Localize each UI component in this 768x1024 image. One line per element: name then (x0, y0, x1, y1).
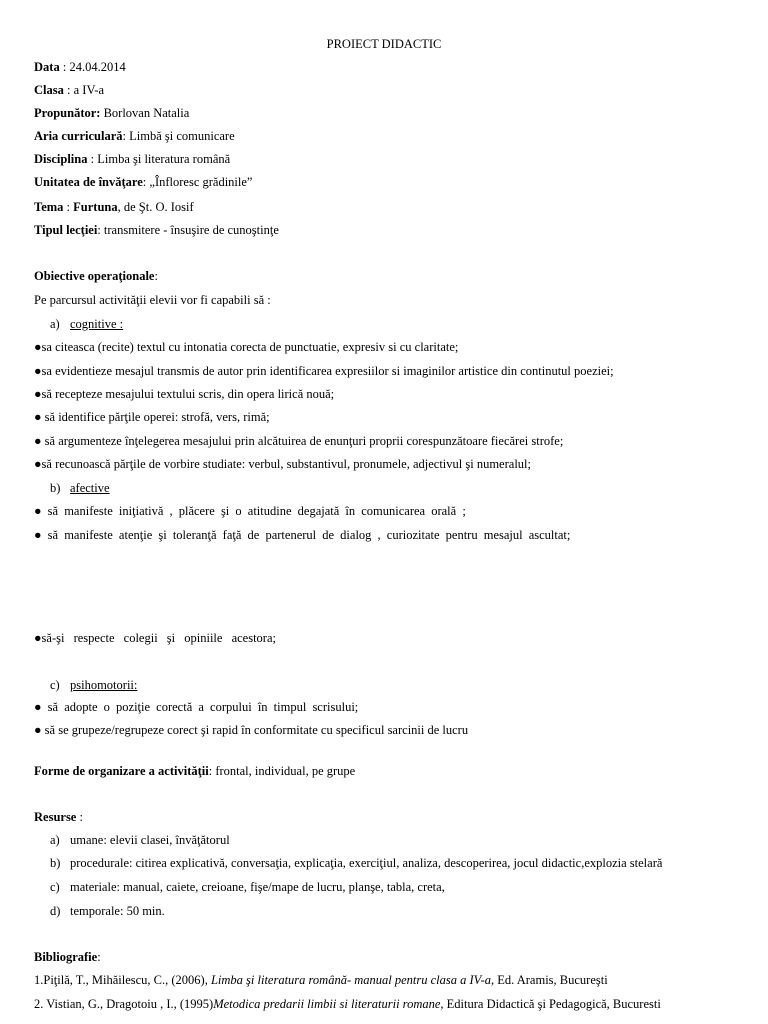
book-title: Metodica predarii limbii si literaturii romane (213, 997, 441, 1011)
subsection-label: psihomotorii: (70, 678, 138, 692)
field-value: Limbă şi comunicare (129, 129, 235, 143)
field-value: Limba şi literatura română (97, 152, 231, 166)
subsection-psihomotorii (50, 677, 137, 693)
field-label: Data (34, 60, 60, 74)
list-item: ● să manifeste iniţiativă , plăcere şi o atitudine degajată în comunicarea orală ; (34, 504, 466, 518)
field-value: a IV-a (73, 83, 105, 97)
forme-organizare (34, 763, 355, 779)
list-marker: a) (50, 833, 60, 847)
field-value: Borlovan Natalia (103, 106, 190, 120)
list-marker: b) (50, 481, 61, 495)
subsection-afective (50, 480, 110, 496)
field-clasa: Clasa : a IV-a (34, 83, 105, 97)
field-value-bold: Furtuna (73, 200, 118, 214)
field-propunator (34, 105, 189, 121)
field-label: Aria curriculară (34, 129, 123, 143)
list-item: d) temporale: 50 min. (50, 904, 165, 918)
list-marker: c) (50, 678, 60, 692)
field-value: : frontal, individual, pe grupe (208, 764, 356, 778)
field-value: 24.04.2014 (69, 60, 126, 74)
field-tipul-lectiei: Tipul lecţiei: transmitere - însuşire de cunoştinţe (34, 223, 279, 237)
subsection-label: cognitive : (70, 317, 124, 331)
list-item: ●sa citeasca (recite) textul cu intonatia corecta de punctuatie, expresiv si cu claritate; (34, 340, 459, 354)
subsection-cognitive (50, 316, 123, 332)
list-item: a) umane: elevii clasei, învăţătorul (50, 833, 230, 847)
field-label: Unitatea de învăţare (34, 175, 143, 189)
book-title: Limba şi literatura română- manual pentru clasa a IV-a (210, 973, 492, 987)
bibliography-entry: 2. Vistian, G., Dragotoiu , I., (1995)Metodica predarii limbii si literaturii romane, Editura Didactică şi Pedagogică, Bucuresti (34, 997, 661, 1011)
field-unitatea: Unitatea de învăţare: „Înfloresc grădinile” (34, 175, 253, 189)
list-item: b) procedurale: citirea explicativă, conversaţia, explicaţia, exerciţiul, analiza, descoperirea, jocul didactic,explozia stelară (50, 856, 663, 870)
list-marker: b) (50, 856, 61, 870)
field-value: transmitere - însuşire de cunoştinţe (103, 223, 279, 237)
field-value: , de Şt. O. Iosif (117, 200, 194, 214)
list-marker: d) (50, 904, 61, 918)
resurse-heading: Resurse : (34, 810, 83, 824)
list-marker: c) (50, 880, 60, 894)
field-data: Data : 24.04.2014 (34, 60, 126, 74)
objectives-heading: Obiective operaţionale: (34, 269, 158, 283)
list-item: ● să se grupeze/regrupeze corect şi rapid în conformitate cu specificul sarcinii de lucru (34, 723, 469, 737)
field-tema: Tema : Furtuna, de Şt. O. Iosif (34, 200, 194, 214)
list-item: ● să manifeste atenţie şi toleranţă faţă de partenerul de dialog , curiozitate pentru mesajul ascultat; (34, 528, 571, 542)
list-item: ● să identifice părţile operei: strofă, vers, rimă; (34, 410, 270, 424)
list-item: ●sa evidentieze mesajul transmis de autor prin identificarea expresiilor si imaginilor artistice din continutul poeziei; (34, 364, 614, 378)
field-value: „Înfloresc grădinile” (149, 175, 253, 189)
objectives-intro: Pe parcursul activităţii elevii vor fi capabili să : (34, 293, 271, 307)
field-label: Forme de organizare a activităţii (34, 764, 209, 778)
field-label: Tema (34, 200, 64, 214)
page-title: PROIECT DIDACTIC (326, 37, 442, 51)
subsection-label: afective (70, 481, 110, 495)
list-item: ● să adopte o poziţie corectă a corpului în timpul scrisului; (34, 700, 359, 714)
list-item: ●să recepteze mesajului textului scris, din opera lirică nouă; (34, 387, 335, 401)
field-label: Propunător: (34, 106, 101, 120)
bibliografie-heading: Bibliografie: (34, 950, 101, 964)
field-aria-curriculara: Aria curriculară: Limbă şi comunicare (34, 129, 235, 143)
bibliography-entry: 1.Piţilă, T., Mihăilescu, C., (2006), Limba şi literatura română- manual pentru clasa a IV-a, Ed. Aramis, Bucureşti (34, 973, 608, 987)
list-item: ● să argumenteze înţelegerea mesajului prin alcătuirea de enunţuri proprii corespunzătoare fiecărei strofe; (34, 434, 564, 448)
list-item: ●să-şi respecte colegii şi opiniile acestora; (34, 631, 276, 645)
list-marker: a) (50, 317, 60, 331)
field-label: Tipul lecţiei (34, 223, 98, 237)
list-item: ●să recunoască părţile de vorbire studiate: verbul, substantivul, pronumele, adjectivul şi numeralul; (34, 457, 531, 471)
field-disciplina: Disciplina : Limba şi literatura română (34, 152, 231, 166)
field-label: Disciplina (34, 152, 88, 166)
field-label: Clasa (34, 83, 64, 97)
list-item: c) materiale: manual, caiete, creioane, fişe/mape de lucru, planşe, tabla, creta, (50, 880, 445, 894)
